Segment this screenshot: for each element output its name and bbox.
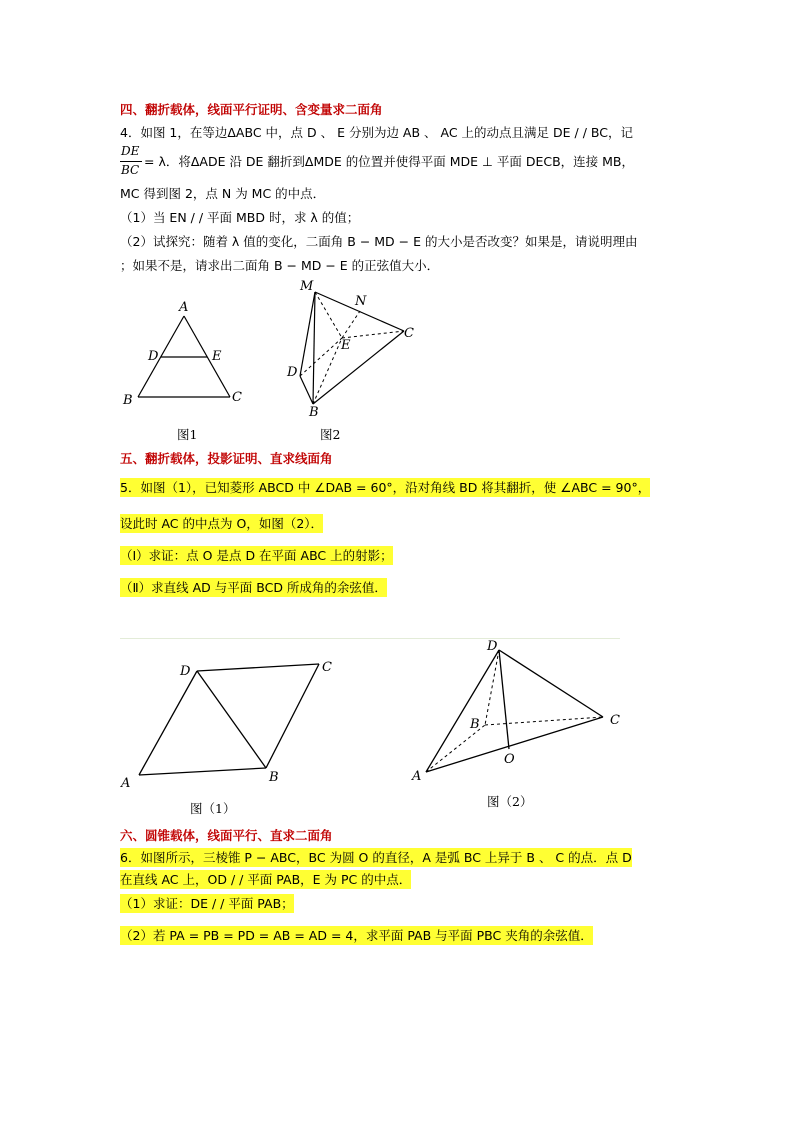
figure-rhombus xyxy=(115,655,345,795)
section-4-heading: 四、翻折载体，线面平行证明、含变量求二面角 xyxy=(120,102,383,117)
label-C: C xyxy=(404,326,414,341)
edge-AB xyxy=(426,725,485,772)
problem-6-line-1 xyxy=(120,849,632,866)
label-D: D xyxy=(148,349,159,364)
figure-2-caption: 图（2） xyxy=(487,794,533,809)
problem-4-question-1: （1）当 EN / / 平面 MBD 时，求 λ 的值； xyxy=(120,210,360,225)
problem-6-question-2-text: （2）若 PA = PB = PD = AB = AD = 4，求平面 PAB 与平面 PBC 夹角的余弦值． xyxy=(120,928,593,943)
problem-5-question-2 xyxy=(120,579,387,596)
edge-ME xyxy=(315,292,342,338)
label-D: D xyxy=(180,664,191,679)
edge-DC xyxy=(499,650,603,717)
problem-6-question-1 xyxy=(120,895,294,912)
figure-equilateral-triangle xyxy=(115,290,255,415)
edge-MB xyxy=(313,292,315,404)
label-D: D xyxy=(287,365,298,380)
edge-CB xyxy=(266,664,319,768)
problem-4-question-2a: （2）试探究：随着 λ 值的变化，二面角 B − MD − E 的大小是否改变？如果是，请说明理由 xyxy=(120,234,638,249)
problem-4-line-1: 4．如图 1，在等边ΔABC 中，点 D 、 E 分别为边 AB 、 AC 上的动点且满足 DE / / BC，记 xyxy=(120,125,633,140)
figure-folded-tetrahedron xyxy=(405,635,635,785)
figure-1-caption: 图（1） xyxy=(190,801,236,816)
edge-BC xyxy=(485,717,603,725)
edge-DO xyxy=(499,650,509,749)
problem-6-line-1-text: 6．如图所示，三棱锥 P − ABC，BC 为圆 O 的直径，A 是弧 BC 上异于 B 、 C 的点．点 D xyxy=(120,850,632,865)
problem-6-line-2 xyxy=(120,871,411,888)
fraction-numerator: DE xyxy=(121,144,140,158)
label-B: B xyxy=(309,405,319,420)
label-M: M xyxy=(300,279,314,294)
problem-5-question-1-text: （Ⅰ）求证：点 O 是点 D 在平面 ABC 上的射影； xyxy=(120,548,393,563)
label-E: E xyxy=(341,338,351,353)
label-B: B xyxy=(269,770,279,785)
section-6-heading: 六、圆锥载体，线面平行、直求二面角 xyxy=(120,828,333,843)
problem-5-question-2-text: （Ⅱ）求直线 AD 与平面 BCD 所成角的余弦值． xyxy=(120,580,387,595)
label-B: B xyxy=(470,717,480,732)
edge-EN xyxy=(342,311,360,338)
fraction-bar xyxy=(120,161,142,162)
label-A: A xyxy=(121,776,131,791)
label-C: C xyxy=(610,713,620,728)
problem-4-line-2: = λ．将ΔADE 沿 DE 翻折到ΔMDE 的位置并使得平面 MDE ⊥ 平面 DECB，连接 MB， xyxy=(144,154,634,169)
label-A: A xyxy=(412,769,422,784)
problem-5-line-2-text: 设此时 AC 的中点为 O，如图（2）． xyxy=(120,516,324,531)
edge-BC xyxy=(313,331,404,404)
problem-6-line-2-text: 在直线 AC 上，OD / / 平面 PAB，E 为 PC 的中点． xyxy=(120,872,412,887)
edge-DB xyxy=(300,376,313,404)
problem-6-question-1-text: （1）求证：DE / / 平面 PAB； xyxy=(120,896,294,911)
label-C: C xyxy=(232,390,242,405)
problem-5-line-2 xyxy=(120,515,323,532)
figure-folded-pyramid xyxy=(280,278,430,423)
edge-DB xyxy=(197,671,266,768)
edge-MD xyxy=(300,292,315,376)
problem-4-line-3: MC 得到图 2，点 N 为 MC 的中点． xyxy=(120,186,326,201)
figure-2-caption: 图2 xyxy=(320,427,341,442)
label-E: E xyxy=(212,349,222,364)
problem-5-line-1 xyxy=(120,479,650,496)
label-A: A xyxy=(179,300,189,315)
problem-4-question-2b: ；如果不是，请求出二面角 B − MD − E 的正弦值大小． xyxy=(120,258,440,273)
figure-1-caption: 图1 xyxy=(177,427,198,442)
label-B: B xyxy=(123,393,133,408)
edge-BE xyxy=(313,338,342,404)
edge-DC xyxy=(197,664,319,671)
label-N: N xyxy=(355,294,367,309)
edge-EC xyxy=(342,331,404,338)
label-D: D xyxy=(487,639,498,654)
edge-BA xyxy=(139,768,266,775)
label-O: O xyxy=(504,752,515,767)
problem-5-line-1-text: 5．如图（1），已知菱形 ABCD 中 ∠DAB = 60°，沿对角线 BD 将其翻折，使 ∠ABC = 90°， xyxy=(120,480,651,495)
problem-5-question-1 xyxy=(120,547,393,564)
label-C: C xyxy=(322,660,332,675)
edge-AD xyxy=(139,671,197,775)
problem-6-question-2 xyxy=(120,927,593,944)
fraction-denominator: BC xyxy=(121,163,140,177)
section-5-heading: 五、翻折载体，投影证明、直求线面角 xyxy=(120,451,333,466)
